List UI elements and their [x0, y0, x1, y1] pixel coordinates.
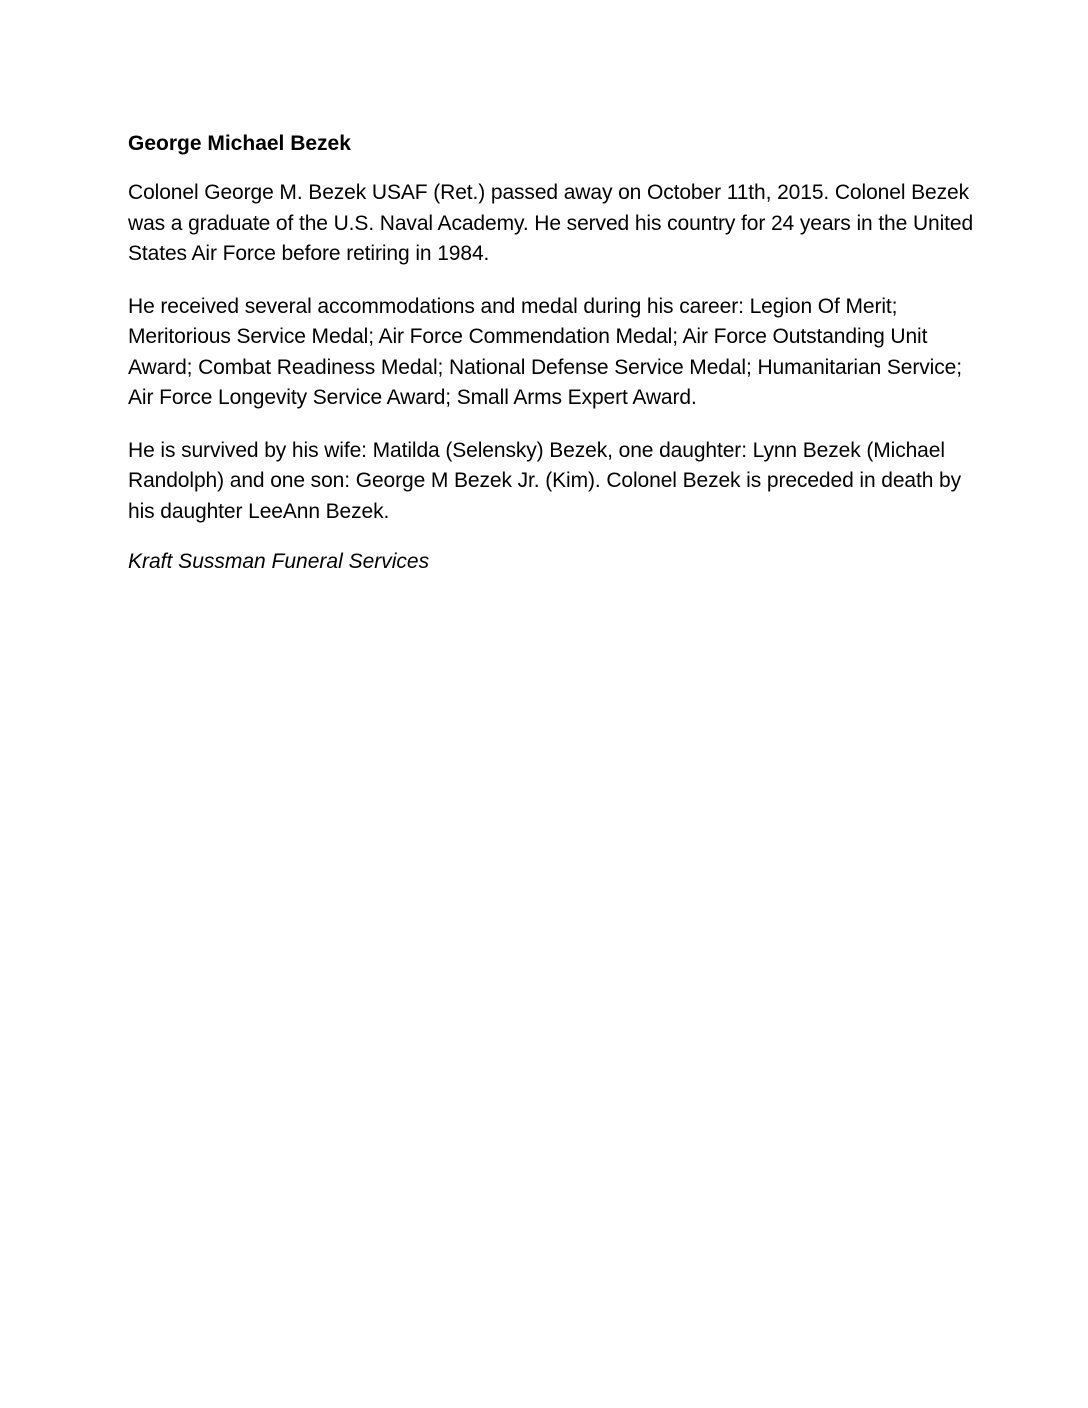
funeral-home-signature: Kraft Sussman Funeral Services: [128, 550, 430, 573]
document-title: George Michael Bezek: [128, 132, 351, 155]
paragraph-awards: He received several accommodations and medal during his career: Legion Of Merit; Meritorious Service Medal; Air Force Commendation Medal; Air Force Outstanding Unit Award; Combat Readiness Medal; National Defense Service Medal; Humanitarian Service; Air Force Longevity Service Award; Small Arms Expert Award.: [128, 294, 962, 409]
paragraph-death-notice: Colonel George M. Bezek USAF (Ret.) passed away on October 11th, 2015. Colonel Bezek was a graduate of the U.S. Naval Academy. He served his country for 24 years in the United States Air Force before retiring in 1984.: [128, 181, 974, 265]
document-body: [128, 130, 978, 577]
paragraph-survivors: He is survived by his wife: Matilda (Selensky) Bezek, one daughter: Lynn Bezek (Michael Randolph) and one son: George M Bezek Jr. (Kim). Colonel Bezek is preceded in death by his daughter LeeAnn Bezek.: [128, 438, 962, 523]
